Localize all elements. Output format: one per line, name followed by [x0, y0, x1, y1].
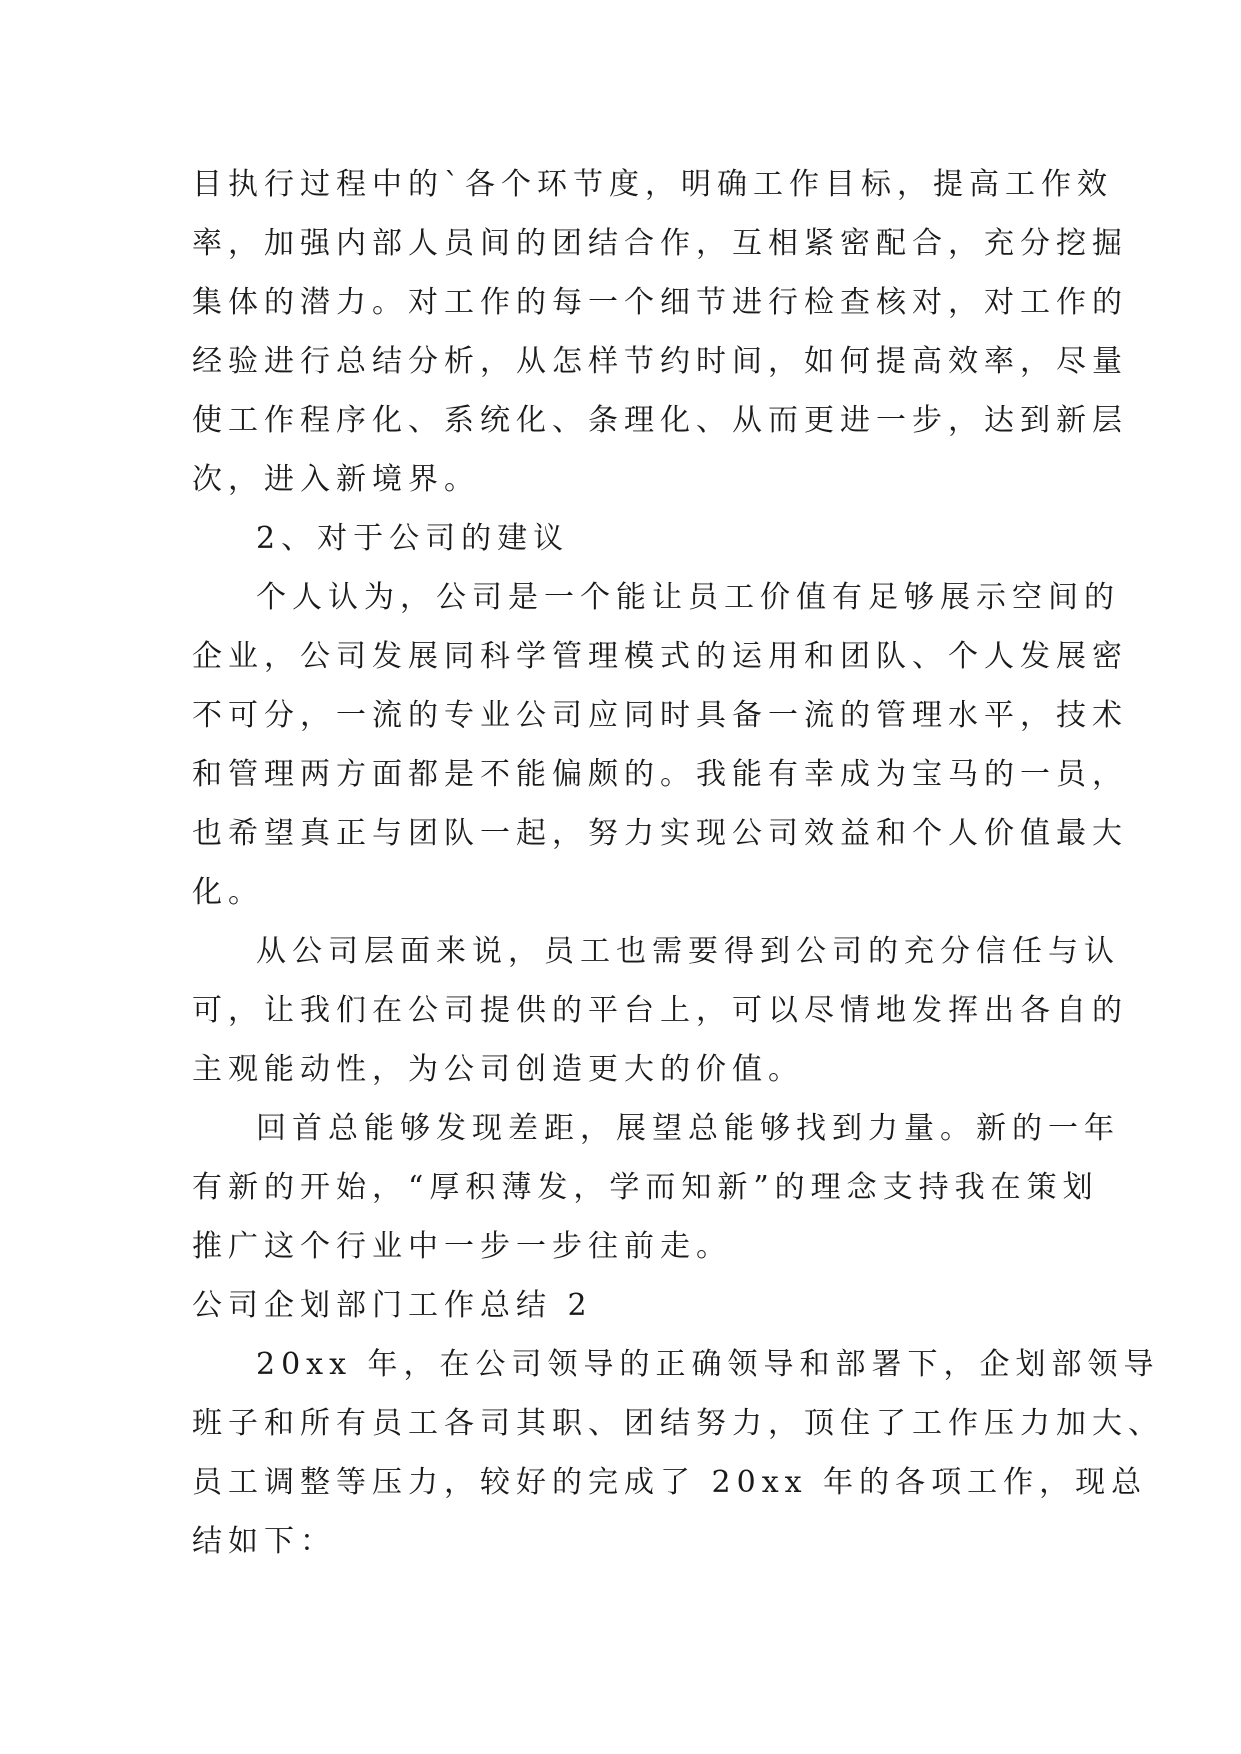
- text-line: 和管理两方面都是不能偏颇的。我能有幸成为宝马的一员，: [192, 757, 1128, 792]
- text-line: 推广这个行业中一步一步往前走。: [192, 1229, 732, 1264]
- text-line: 不可分，一流的专业公司应同时具备一流的管理水平，技术: [192, 698, 1128, 733]
- text-line: 化。: [192, 875, 264, 910]
- text-line: 公司企划部门工作总结 2: [192, 1288, 593, 1323]
- text-line: 回首总能够发现差距，展望总能够找到力量。新的一年: [256, 1111, 1120, 1146]
- text-line: 主观能动性，为公司创造更大的价值。: [192, 1052, 804, 1087]
- text-line: 使工作程序化、系统化、条理化、从而更进一步，达到新层: [192, 403, 1128, 438]
- document-body: [192, 155, 1164, 1571]
- text-line: 从公司层面来说，员工也需要得到公司的充分信任与认: [256, 934, 1120, 969]
- text-line: 结如下：: [192, 1524, 336, 1559]
- text-line: 可，让我们在公司提供的平台上，可以尽情地发挥出各自的: [192, 993, 1128, 1028]
- text-line: 也希望真正与团队一起，努力实现公司效益和个人价值最大: [192, 816, 1128, 851]
- text-line: 目执行过程中的`各个环节度，明确工作目标，提高工作效: [192, 167, 1113, 202]
- text-line: 经验进行总结分析，从怎样节约时间，如何提高效率，尽量: [192, 344, 1128, 379]
- text-line: 有新的开始，“厚积薄发，学而知新”的理念支持我在策划: [192, 1170, 1099, 1205]
- text-line: 2、对于公司的建议: [256, 521, 570, 556]
- text-line: 20xx 年，在公司领导的正确领导和部署下，企划部领导: [256, 1347, 1160, 1382]
- text-line: 集体的潜力。对工作的每一个细节进行检查核对，对工作的: [192, 285, 1128, 320]
- text-line: 个人认为，公司是一个能让员工价值有足够展示空间的: [256, 580, 1120, 615]
- text-line: 率，加强内部人员间的团结合作，互相紧密配合，充分挖掘: [192, 226, 1128, 261]
- text-line: 企业，公司发展同科学管理模式的运用和团队、个人发展密: [192, 639, 1128, 674]
- text-line: 班子和所有员工各司其职、团结努力，顶住了工作压力加大、: [192, 1406, 1164, 1441]
- text-line: 员工调整等压力，较好的完成了 20xx 年的各项工作，现总: [192, 1465, 1148, 1500]
- text-line: 次，进入新境界。: [192, 462, 480, 497]
